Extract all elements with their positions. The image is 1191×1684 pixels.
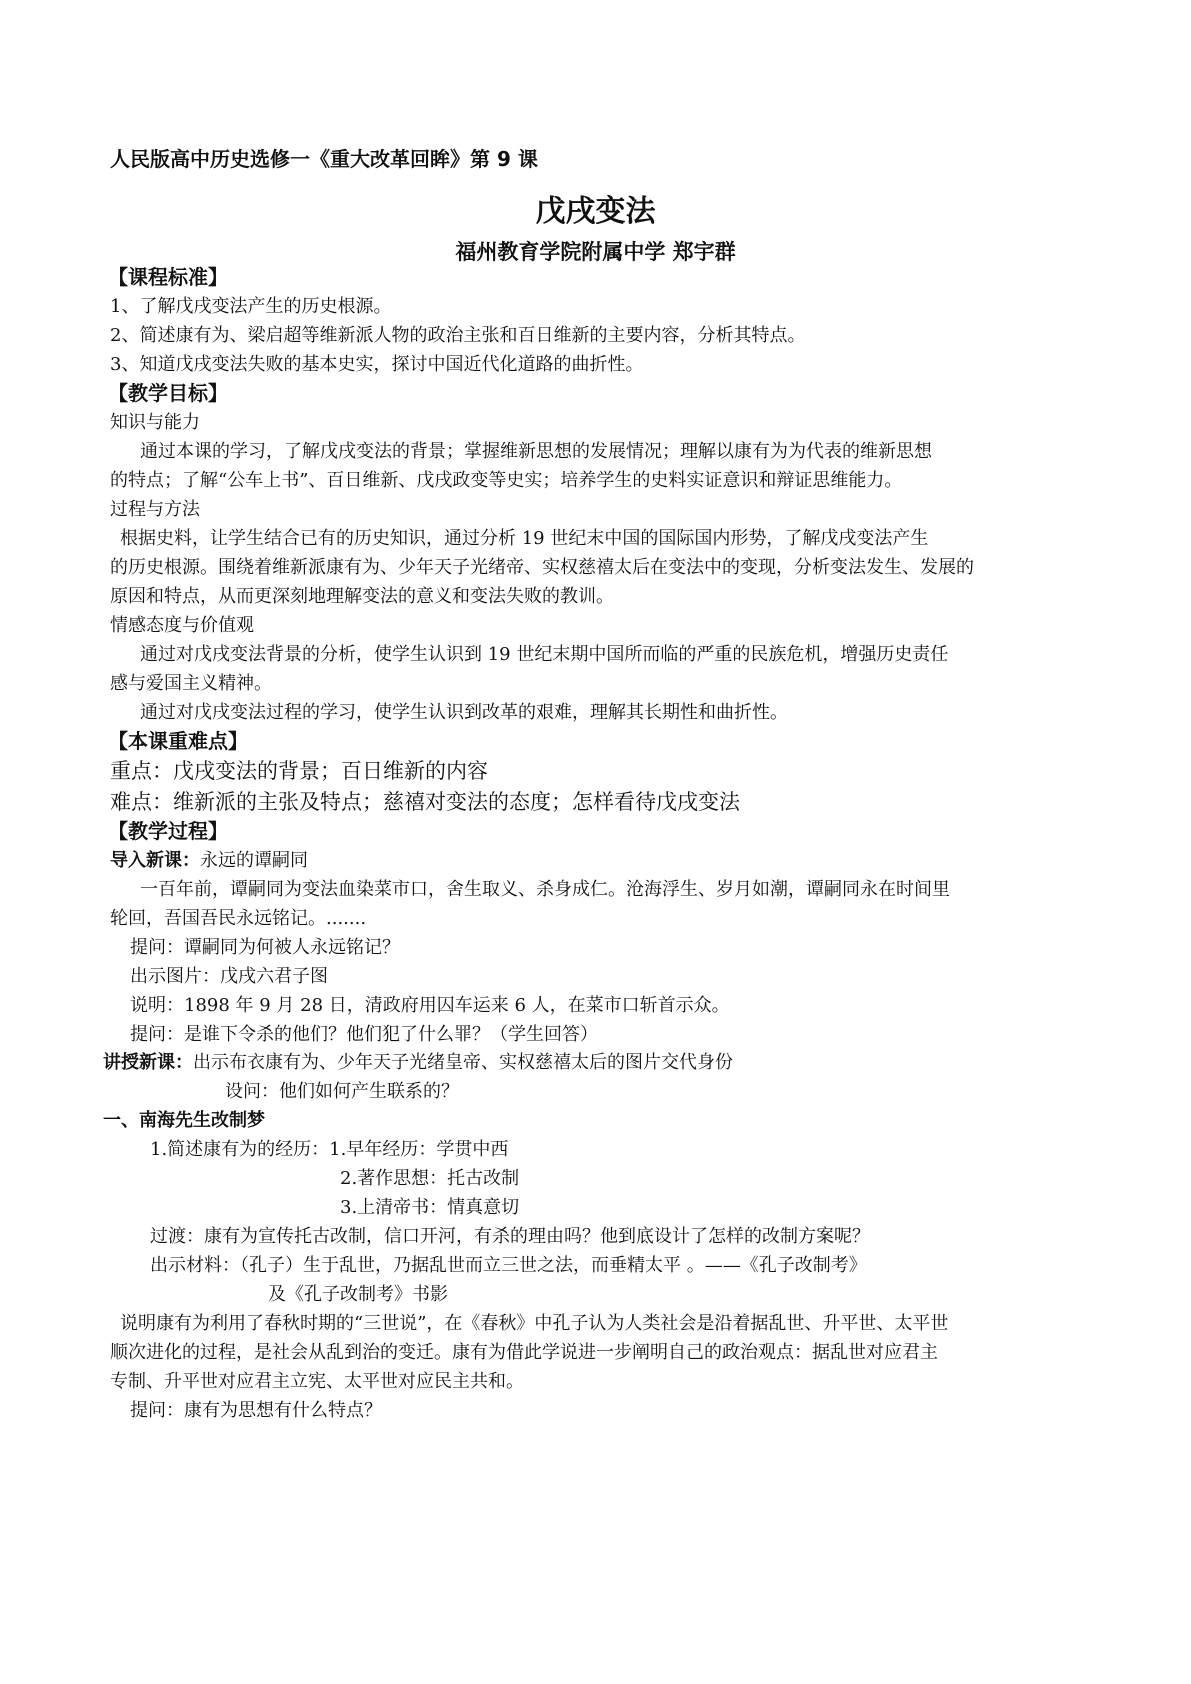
goal-label-emotion: 情感态度与价值观	[110, 615, 254, 636]
list-item: 3.上清帝书：情真意切	[340, 1197, 520, 1218]
paragraph-line: 通过对戊戌变法背景的分析，使学生认识到 19 世纪末期中国所而临的严重的民族危机，增强历史责任	[140, 644, 949, 665]
paragraph-line: 感与爱国主义精神。	[110, 673, 272, 694]
teach-text: 出示布衣康有为、少年天子光绪皇帝、实权慈禧太后的图片交代身份	[193, 1052, 733, 1073]
part-heading: 一、南海先生改制梦	[103, 1110, 265, 1131]
goal-label-knowledge: 知识与能力	[110, 412, 200, 433]
paragraph-line: 原因和特点，从而更深刻地理解变法的意义和变法失败的教训。	[110, 586, 614, 607]
picture-line: 出示图片：戊戌六君子图	[130, 966, 328, 987]
note-line: 说明：1898 年 9 月 28 日，清政府用囚车运来 6 人，在菜市口斩首示众。	[130, 995, 730, 1016]
intro-label: 导入新课：	[110, 850, 200, 871]
question-line: 提问：康有为思想有什么特点？	[130, 1400, 382, 1421]
paragraph-line: 通过对戊戌变法过程的学习，使学生认识到改革的艰难，理解其长期性和曲折性。	[140, 702, 788, 723]
paragraph-line: 的历史根源。围绕着维新派康有为、少年天子光绪帝、实权慈禧太后在变法中的变现，分析变法发生、发展的	[110, 557, 974, 578]
list-item: 2.著作思想：托古改制	[340, 1168, 520, 1189]
goal-label-process: 过程与方法	[110, 499, 200, 520]
paragraph-line: 顺次进化的过程，是社会从乱到治的变迁。康有为借此学说进一步阐明自己的政治观点：据乱世对应君主	[110, 1342, 938, 1363]
paragraph-line: 轮回，吾国吾民永远铭记。.......	[110, 908, 367, 929]
list-item: 1.简述康有为的经历：1.早年经历：学贯中西	[150, 1139, 509, 1160]
intro-text: 永远的谭嗣同	[200, 850, 308, 871]
standard-item: 1、了解戊戌变法产生的历史根源。	[110, 296, 392, 317]
document-header: 人民版高中历史选修一《重大改革回眸》第 9 课	[110, 147, 538, 171]
page-title: 戊戌变法	[535, 194, 656, 229]
section-heading-goals: 【教学目标】	[108, 381, 228, 405]
paragraph-line: 通过本课的学习，了解戊戌变法的背景；掌握维新思想的发展情况；理解以康有为为代表的维新思想	[140, 441, 932, 462]
question-line: 提问：谭嗣同为何被人永远铭记？	[130, 937, 400, 958]
standard-item: 3、知道戊戌变法失败的基本史实，探讨中国近代化道路的曲折性。	[110, 354, 644, 375]
teach-line	[103, 1050, 1091, 1076]
paragraph-line: 说明康有为利用了春秋时期的“三世说”，在《春秋》中孔子认为人类社会是沿着据乱世、升平世、太平世	[120, 1313, 949, 1334]
paragraph-line: 根据史料，让学生结合已有的历史知识，通过分析 19 世纪末中国的国际国内形势，了解戊戌变法产生	[120, 528, 929, 549]
paragraph-line: 的特点；了解“公车上书”、百日维新、戊戌政变等史实；培养学生的史料实证意识和辩证思维能力。	[110, 470, 903, 491]
section-heading-standard: 【课程标准】	[108, 265, 228, 289]
section-heading-keypoints: 【本课重难点】	[108, 729, 248, 753]
question-line: 设问：他们如何产生联系的？	[225, 1081, 459, 1102]
transition-line: 过渡：康有为宣传托古改制，信口开河，有杀的理由吗？他到底设计了怎样的改制方案呢？	[150, 1226, 870, 1247]
question-line: 提问：是谁下令杀的他们？他们犯了什么罪？（学生回答）	[130, 1024, 598, 1045]
section-heading-process: 【教学过程】	[108, 819, 228, 843]
author-line: 福州教育学院附属中学 郑宇群	[455, 240, 736, 264]
material-line: 出示材料：（孔子）生于乱世，乃据乱世而立三世之法，而垂精太平 。——《孔子改制考》	[150, 1255, 867, 1276]
focus-line: 重点：戊戌变法的背景；百日维新的内容	[110, 759, 488, 783]
intro-line	[110, 848, 1091, 874]
difficulty-line: 难点：维新派的主张及特点；慈禧对变法的态度；怎样看待戊戌变法	[110, 790, 740, 814]
paragraph-line: 专制、升平世对应君主立宪、太平世对应民主共和。	[110, 1371, 524, 1392]
paragraph-line: 一百年前，谭嗣同为变法血染菜市口，舍生取义、杀身成仁。沧海浮生、岁月如潮，谭嗣同永在时间里	[140, 879, 950, 900]
material-line: 及《孔子改制考》书影	[268, 1284, 448, 1305]
teach-label: 讲授新课：	[103, 1052, 193, 1073]
standard-item: 2、简述康有为、梁启超等维新派人物的政治主张和百日维新的主要内容，分析其特点。	[110, 325, 806, 346]
